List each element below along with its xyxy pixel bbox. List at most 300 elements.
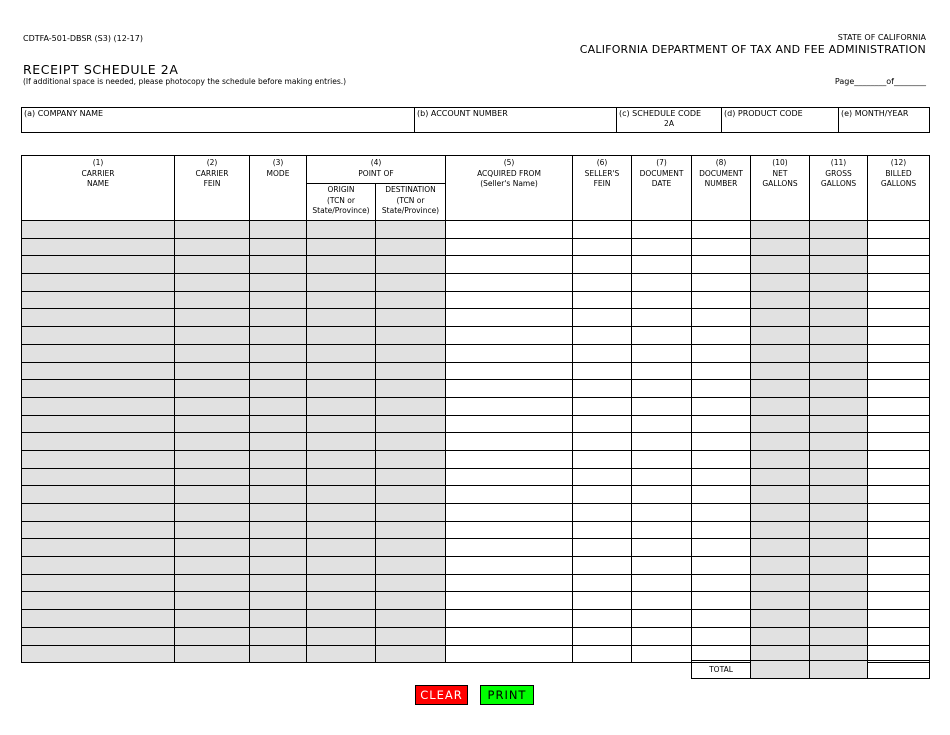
seller-fein-cell[interactable] <box>573 274 632 292</box>
destination-cell[interactable] <box>376 574 446 592</box>
carrier-name-cell[interactable] <box>22 415 175 433</box>
billed-gallons-cell[interactable] <box>868 362 930 380</box>
acquired-from-cell[interactable] <box>446 450 573 468</box>
document-number-cell[interactable] <box>692 486 751 504</box>
seller-fein-cell[interactable] <box>573 645 632 663</box>
billed-gallons-cell[interactable] <box>868 256 930 274</box>
acquired-from-cell[interactable] <box>446 486 573 504</box>
document-date-cell[interactable] <box>632 504 692 522</box>
billed-gallons-cell[interactable] <box>868 327 930 345</box>
mode-cell[interactable] <box>250 397 307 415</box>
acquired-from-cell[interactable] <box>446 574 573 592</box>
origin-cell[interactable] <box>307 592 376 610</box>
net-gallons-cell[interactable] <box>751 362 810 380</box>
document-date-cell[interactable] <box>632 238 692 256</box>
billed-gallons-cell[interactable] <box>868 468 930 486</box>
billed-gallons-cell[interactable] <box>868 504 930 522</box>
gross-gallons-cell[interactable] <box>810 327 868 345</box>
acquired-from-cell[interactable] <box>446 468 573 486</box>
destination-cell[interactable] <box>376 539 446 557</box>
document-date-cell[interactable] <box>632 274 692 292</box>
gross-gallons-cell[interactable] <box>810 415 868 433</box>
document-number-cell[interactable] <box>692 327 751 345</box>
billed-gallons-cell[interactable] <box>868 274 930 292</box>
billed-gallons-cell[interactable] <box>868 238 930 256</box>
seller-fein-cell[interactable] <box>573 327 632 345</box>
acquired-from-cell[interactable] <box>446 521 573 539</box>
gross-gallons-cell[interactable] <box>810 397 868 415</box>
gross-gallons-cell[interactable] <box>810 504 868 522</box>
document-date-cell[interactable] <box>632 486 692 504</box>
billed-gallons-cell[interactable] <box>868 539 930 557</box>
document-date-cell[interactable] <box>632 592 692 610</box>
total-billed-gallons[interactable] <box>868 661 930 679</box>
carrier-name-cell[interactable] <box>22 397 175 415</box>
document-number-cell[interactable] <box>692 344 751 362</box>
gross-gallons-cell[interactable] <box>810 521 868 539</box>
net-gallons-cell[interactable] <box>751 450 810 468</box>
mode-cell[interactable] <box>250 557 307 575</box>
billed-gallons-cell[interactable] <box>868 433 930 451</box>
billed-gallons-cell[interactable] <box>868 610 930 628</box>
net-gallons-cell[interactable] <box>751 415 810 433</box>
document-date-cell[interactable] <box>632 557 692 575</box>
mode-cell[interactable] <box>250 645 307 663</box>
carrier-name-cell[interactable] <box>22 645 175 663</box>
gross-gallons-cell[interactable] <box>810 256 868 274</box>
destination-cell[interactable] <box>376 450 446 468</box>
carrier-name-cell[interactable] <box>22 574 175 592</box>
document-date-cell[interactable] <box>632 344 692 362</box>
gross-gallons-cell[interactable] <box>810 380 868 398</box>
seller-fein-cell[interactable] <box>573 610 632 628</box>
document-number-cell[interactable] <box>692 450 751 468</box>
billed-gallons-cell[interactable] <box>868 574 930 592</box>
seller-fein-cell[interactable] <box>573 468 632 486</box>
acquired-from-cell[interactable] <box>446 362 573 380</box>
destination-cell[interactable] <box>376 504 446 522</box>
acquired-from-cell[interactable] <box>446 238 573 256</box>
document-number-cell[interactable] <box>692 521 751 539</box>
net-gallons-cell[interactable] <box>751 557 810 575</box>
seller-fein-cell[interactable] <box>573 521 632 539</box>
net-gallons-cell[interactable] <box>751 309 810 327</box>
origin-cell[interactable] <box>307 468 376 486</box>
carrier-fein-cell[interactable] <box>175 521 250 539</box>
destination-cell[interactable] <box>376 274 446 292</box>
mode-cell[interactable] <box>250 539 307 557</box>
seller-fein-cell[interactable] <box>573 291 632 309</box>
acquired-from-cell[interactable] <box>446 291 573 309</box>
gross-gallons-cell[interactable] <box>810 610 868 628</box>
document-number-cell[interactable] <box>692 433 751 451</box>
account-number-field[interactable] <box>415 108 617 133</box>
seller-fein-cell[interactable] <box>573 592 632 610</box>
document-date-cell[interactable] <box>632 433 692 451</box>
mode-cell[interactable] <box>250 592 307 610</box>
billed-gallons-cell[interactable] <box>868 592 930 610</box>
destination-cell[interactable] <box>376 291 446 309</box>
net-gallons-cell[interactable] <box>751 397 810 415</box>
acquired-from-cell[interactable] <box>446 504 573 522</box>
company-name-field[interactable] <box>22 108 415 133</box>
seller-fein-cell[interactable] <box>573 415 632 433</box>
document-date-cell[interactable] <box>632 645 692 663</box>
origin-cell[interactable] <box>307 433 376 451</box>
net-gallons-cell[interactable] <box>751 238 810 256</box>
mode-cell[interactable] <box>250 610 307 628</box>
seller-fein-cell[interactable] <box>573 486 632 504</box>
origin-cell[interactable] <box>307 309 376 327</box>
seller-fein-cell[interactable] <box>573 627 632 645</box>
gross-gallons-cell[interactable] <box>810 450 868 468</box>
destination-cell[interactable] <box>376 362 446 380</box>
net-gallons-cell[interactable] <box>751 274 810 292</box>
acquired-from-cell[interactable] <box>446 610 573 628</box>
document-date-cell[interactable] <box>632 291 692 309</box>
carrier-fein-cell[interactable] <box>175 574 250 592</box>
document-date-cell[interactable] <box>632 627 692 645</box>
origin-cell[interactable] <box>307 521 376 539</box>
seller-fein-cell[interactable] <box>573 380 632 398</box>
billed-gallons-cell[interactable] <box>868 415 930 433</box>
billed-gallons-cell[interactable] <box>868 521 930 539</box>
billed-gallons-cell[interactable] <box>868 344 930 362</box>
seller-fein-cell[interactable] <box>573 238 632 256</box>
origin-cell[interactable] <box>307 539 376 557</box>
carrier-fein-cell[interactable] <box>175 344 250 362</box>
mode-cell[interactable] <box>250 221 307 239</box>
acquired-from-cell[interactable] <box>446 274 573 292</box>
carrier-fein-cell[interactable] <box>175 256 250 274</box>
gross-gallons-cell[interactable] <box>810 627 868 645</box>
document-date-cell[interactable] <box>632 256 692 274</box>
billed-gallons-cell[interactable] <box>868 309 930 327</box>
carrier-fein-cell[interactable] <box>175 415 250 433</box>
acquired-from-cell[interactable] <box>446 309 573 327</box>
document-date-cell[interactable] <box>632 521 692 539</box>
seller-fein-cell[interactable] <box>573 557 632 575</box>
acquired-from-cell[interactable] <box>446 397 573 415</box>
destination-cell[interactable] <box>376 344 446 362</box>
mode-cell[interactable] <box>250 309 307 327</box>
net-gallons-cell[interactable] <box>751 256 810 274</box>
document-date-cell[interactable] <box>632 450 692 468</box>
mode-cell[interactable] <box>250 344 307 362</box>
carrier-name-cell[interactable] <box>22 433 175 451</box>
carrier-name-cell[interactable] <box>22 327 175 345</box>
destination-cell[interactable] <box>376 238 446 256</box>
mode-cell[interactable] <box>250 238 307 256</box>
destination-cell[interactable] <box>376 627 446 645</box>
document-number-cell[interactable] <box>692 592 751 610</box>
mode-cell[interactable] <box>250 256 307 274</box>
seller-fein-cell[interactable] <box>573 362 632 380</box>
gross-gallons-cell[interactable] <box>810 344 868 362</box>
carrier-name-cell[interactable] <box>22 274 175 292</box>
carrier-fein-cell[interactable] <box>175 380 250 398</box>
gross-gallons-cell[interactable] <box>810 468 868 486</box>
destination-cell[interactable] <box>376 645 446 663</box>
carrier-name-cell[interactable] <box>22 486 175 504</box>
gross-gallons-cell[interactable] <box>810 539 868 557</box>
carrier-name-cell[interactable] <box>22 610 175 628</box>
document-number-cell[interactable] <box>692 539 751 557</box>
document-number-cell[interactable] <box>692 256 751 274</box>
origin-cell[interactable] <box>307 415 376 433</box>
billed-gallons-cell[interactable] <box>868 486 930 504</box>
carrier-name-cell[interactable] <box>22 450 175 468</box>
carrier-name-cell[interactable] <box>22 291 175 309</box>
carrier-fein-cell[interactable] <box>175 627 250 645</box>
document-number-cell[interactable] <box>692 557 751 575</box>
gross-gallons-cell[interactable] <box>810 486 868 504</box>
origin-cell[interactable] <box>307 504 376 522</box>
mode-cell[interactable] <box>250 433 307 451</box>
seller-fein-cell[interactable] <box>573 504 632 522</box>
total-net-gallons[interactable] <box>751 661 810 679</box>
net-gallons-cell[interactable] <box>751 291 810 309</box>
billed-gallons-cell[interactable] <box>868 291 930 309</box>
seller-fein-cell[interactable] <box>573 309 632 327</box>
seller-fein-cell[interactable] <box>573 344 632 362</box>
document-number-cell[interactable] <box>692 610 751 628</box>
gross-gallons-cell[interactable] <box>810 238 868 256</box>
net-gallons-cell[interactable] <box>751 433 810 451</box>
acquired-from-cell[interactable] <box>446 415 573 433</box>
destination-cell[interactable] <box>376 256 446 274</box>
acquired-from-cell[interactable] <box>446 327 573 345</box>
acquired-from-cell[interactable] <box>446 433 573 451</box>
gross-gallons-cell[interactable] <box>810 291 868 309</box>
carrier-name-cell[interactable] <box>22 521 175 539</box>
mode-cell[interactable] <box>250 504 307 522</box>
document-date-cell[interactable] <box>632 468 692 486</box>
destination-cell[interactable] <box>376 610 446 628</box>
document-number-cell[interactable] <box>692 468 751 486</box>
mode-cell[interactable] <box>250 362 307 380</box>
carrier-name-cell[interactable] <box>22 380 175 398</box>
origin-cell[interactable] <box>307 221 376 239</box>
carrier-fein-cell[interactable] <box>175 645 250 663</box>
acquired-from-cell[interactable] <box>446 645 573 663</box>
carrier-name-cell[interactable] <box>22 309 175 327</box>
carrier-fein-cell[interactable] <box>175 450 250 468</box>
document-number-cell[interactable] <box>692 238 751 256</box>
seller-fein-cell[interactable] <box>573 397 632 415</box>
carrier-fein-cell[interactable] <box>175 327 250 345</box>
net-gallons-cell[interactable] <box>751 592 810 610</box>
carrier-name-cell[interactable] <box>22 539 175 557</box>
billed-gallons-cell[interactable] <box>868 397 930 415</box>
mode-cell[interactable] <box>250 415 307 433</box>
mode-cell[interactable] <box>250 521 307 539</box>
carrier-fein-cell[interactable] <box>175 274 250 292</box>
mode-cell[interactable] <box>250 627 307 645</box>
carrier-name-cell[interactable] <box>22 221 175 239</box>
carrier-fein-cell[interactable] <box>175 610 250 628</box>
destination-cell[interactable] <box>376 327 446 345</box>
document-number-cell[interactable] <box>692 309 751 327</box>
destination-cell[interactable] <box>376 380 446 398</box>
net-gallons-cell[interactable] <box>751 221 810 239</box>
carrier-fein-cell[interactable] <box>175 238 250 256</box>
document-date-cell[interactable] <box>632 397 692 415</box>
document-date-cell[interactable] <box>632 539 692 557</box>
carrier-name-cell[interactable] <box>22 557 175 575</box>
product-code-field[interactable] <box>722 108 839 133</box>
carrier-fein-cell[interactable] <box>175 221 250 239</box>
billed-gallons-cell[interactable] <box>868 221 930 239</box>
document-number-cell[interactable] <box>692 274 751 292</box>
destination-cell[interactable] <box>376 557 446 575</box>
destination-cell[interactable] <box>376 433 446 451</box>
seller-fein-cell[interactable] <box>573 433 632 451</box>
net-gallons-cell[interactable] <box>751 327 810 345</box>
mode-cell[interactable] <box>250 468 307 486</box>
acquired-from-cell[interactable] <box>446 221 573 239</box>
acquired-from-cell[interactable] <box>446 539 573 557</box>
carrier-fein-cell[interactable] <box>175 309 250 327</box>
seller-fein-cell[interactable] <box>573 256 632 274</box>
destination-cell[interactable] <box>376 221 446 239</box>
document-date-cell[interactable] <box>632 362 692 380</box>
document-date-cell[interactable] <box>632 610 692 628</box>
seller-fein-cell[interactable] <box>573 450 632 468</box>
month-year-field[interactable] <box>839 108 930 133</box>
carrier-name-cell[interactable] <box>22 504 175 522</box>
document-number-cell[interactable] <box>692 415 751 433</box>
document-date-cell[interactable] <box>632 574 692 592</box>
destination-cell[interactable] <box>376 592 446 610</box>
gross-gallons-cell[interactable] <box>810 221 868 239</box>
carrier-fein-cell[interactable] <box>175 592 250 610</box>
origin-cell[interactable] <box>307 344 376 362</box>
origin-cell[interactable] <box>307 645 376 663</box>
origin-cell[interactable] <box>307 450 376 468</box>
mode-cell[interactable] <box>250 291 307 309</box>
net-gallons-cell[interactable] <box>751 344 810 362</box>
destination-cell[interactable] <box>376 397 446 415</box>
carrier-fein-cell[interactable] <box>175 468 250 486</box>
net-gallons-cell[interactable] <box>751 486 810 504</box>
carrier-name-cell[interactable] <box>22 256 175 274</box>
net-gallons-cell[interactable] <box>751 539 810 557</box>
gross-gallons-cell[interactable] <box>810 362 868 380</box>
carrier-fein-cell[interactable] <box>175 539 250 557</box>
document-date-cell[interactable] <box>632 415 692 433</box>
carrier-name-cell[interactable] <box>22 592 175 610</box>
carrier-fein-cell[interactable] <box>175 397 250 415</box>
origin-cell[interactable] <box>307 627 376 645</box>
print-button[interactable]: PRINT <box>480 685 534 705</box>
mode-cell[interactable] <box>250 574 307 592</box>
billed-gallons-cell[interactable] <box>868 450 930 468</box>
document-date-cell[interactable] <box>632 221 692 239</box>
destination-cell[interactable] <box>376 468 446 486</box>
carrier-fein-cell[interactable] <box>175 362 250 380</box>
mode-cell[interactable] <box>250 327 307 345</box>
carrier-name-cell[interactable] <box>22 627 175 645</box>
net-gallons-cell[interactable] <box>751 610 810 628</box>
acquired-from-cell[interactable] <box>446 592 573 610</box>
acquired-from-cell[interactable] <box>446 380 573 398</box>
seller-fein-cell[interactable] <box>573 574 632 592</box>
origin-cell[interactable] <box>307 362 376 380</box>
net-gallons-cell[interactable] <box>751 627 810 645</box>
seller-fein-cell[interactable] <box>573 221 632 239</box>
gross-gallons-cell[interactable] <box>810 574 868 592</box>
origin-cell[interactable] <box>307 327 376 345</box>
net-gallons-cell[interactable] <box>751 521 810 539</box>
carrier-name-cell[interactable] <box>22 238 175 256</box>
net-gallons-cell[interactable] <box>751 380 810 398</box>
origin-cell[interactable] <box>307 610 376 628</box>
document-number-cell[interactable] <box>692 362 751 380</box>
carrier-name-cell[interactable] <box>22 468 175 486</box>
document-number-cell[interactable] <box>692 574 751 592</box>
origin-cell[interactable] <box>307 397 376 415</box>
gross-gallons-cell[interactable] <box>810 274 868 292</box>
destination-cell[interactable] <box>376 309 446 327</box>
carrier-fein-cell[interactable] <box>175 291 250 309</box>
gross-gallons-cell[interactable] <box>810 557 868 575</box>
page-number-field[interactable]: Page________of________ <box>834 77 926 86</box>
carrier-name-cell[interactable] <box>22 362 175 380</box>
mode-cell[interactable] <box>250 380 307 398</box>
origin-cell[interactable] <box>307 380 376 398</box>
origin-cell[interactable] <box>307 274 376 292</box>
seller-fein-cell[interactable] <box>573 539 632 557</box>
billed-gallons-cell[interactable] <box>868 380 930 398</box>
mode-cell[interactable] <box>250 486 307 504</box>
document-date-cell[interactable] <box>632 380 692 398</box>
destination-cell[interactable] <box>376 521 446 539</box>
origin-cell[interactable] <box>307 238 376 256</box>
carrier-name-cell[interactable] <box>22 344 175 362</box>
document-number-cell[interactable] <box>692 627 751 645</box>
origin-cell[interactable] <box>307 256 376 274</box>
gross-gallons-cell[interactable] <box>810 309 868 327</box>
net-gallons-cell[interactable] <box>751 504 810 522</box>
acquired-from-cell[interactable] <box>446 627 573 645</box>
destination-cell[interactable] <box>376 486 446 504</box>
net-gallons-cell[interactable] <box>751 574 810 592</box>
gross-gallons-cell[interactable] <box>810 433 868 451</box>
document-number-cell[interactable] <box>692 397 751 415</box>
billed-gallons-cell[interactable] <box>868 557 930 575</box>
gross-gallons-cell[interactable] <box>810 592 868 610</box>
document-date-cell[interactable] <box>632 327 692 345</box>
acquired-from-cell[interactable] <box>446 557 573 575</box>
document-number-cell[interactable] <box>692 221 751 239</box>
clear-button[interactable]: CLEAR <box>415 685 468 705</box>
carrier-fein-cell[interactable] <box>175 504 250 522</box>
carrier-fein-cell[interactable] <box>175 433 250 451</box>
destination-cell[interactable] <box>376 415 446 433</box>
document-number-cell[interactable] <box>692 380 751 398</box>
document-number-cell[interactable] <box>692 291 751 309</box>
carrier-fein-cell[interactable] <box>175 486 250 504</box>
origin-cell[interactable] <box>307 557 376 575</box>
total-gross-gallons[interactable] <box>810 661 868 679</box>
mode-cell[interactable] <box>250 450 307 468</box>
document-number-cell[interactable] <box>692 504 751 522</box>
mode-cell[interactable] <box>250 274 307 292</box>
origin-cell[interactable] <box>307 574 376 592</box>
net-gallons-cell[interactable] <box>751 468 810 486</box>
carrier-fein-cell[interactable] <box>175 557 250 575</box>
